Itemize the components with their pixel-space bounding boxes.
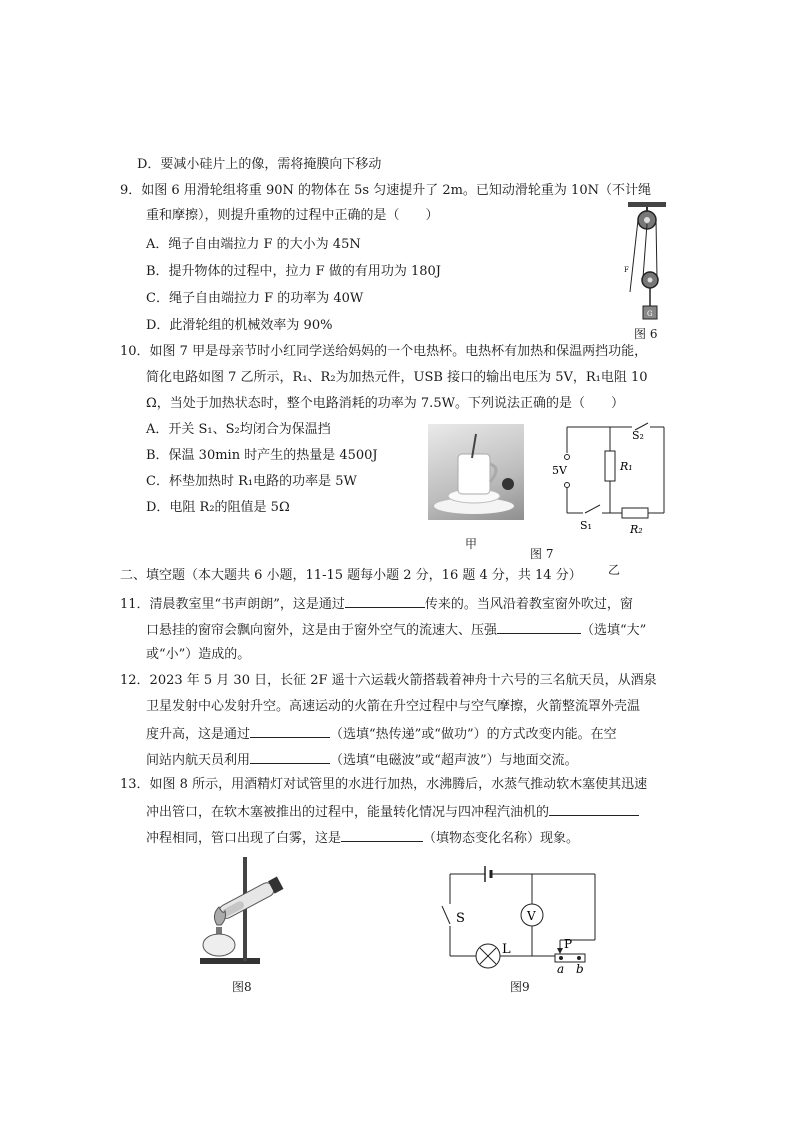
q13-line2	[146, 802, 639, 822]
fig9-label-v: V	[527, 909, 536, 923]
q11-line2	[146, 620, 646, 640]
q12-blank-2[interactable]	[250, 750, 330, 764]
q11-line2-text-a: 口悬挂的窗帘会飘向窗外，这是由于窗外空气的流速大、压强	[146, 623, 498, 638]
q12-line4	[146, 750, 578, 770]
q12-line2: 卫星发射中心发射升空。高速运动的火箭在升空过程中与空气摩擦，火箭整流罩外壳温	[146, 699, 641, 714]
fig7-label-5v: 5V	[552, 464, 567, 477]
fig7-label-yi: 乙	[608, 563, 621, 577]
fig7-label-r2: R₂	[630, 523, 643, 536]
fig7-caption: 图 7	[530, 547, 554, 561]
q9-stem-line2: 重和摩擦），则提升重物的过程中正确的是（ ）	[146, 208, 439, 223]
q10-option-d: D．电阻 R₂的阻值是 5Ω	[146, 500, 290, 515]
q9-option-a: A．绳子自由端拉力 F 的大小为 45N	[146, 237, 361, 252]
q13-blank-1[interactable]	[549, 802, 639, 816]
fig9-label-p: P	[564, 937, 573, 951]
q10-stem-line1: 10．如图 7 甲是母亲节时小红同学送给妈妈的一个电热杯。电热杯有加热和保温两挡功能，	[120, 344, 648, 359]
fig9-caption: 图9	[510, 980, 530, 994]
q12-blank-1[interactable]	[250, 724, 330, 738]
q13-line3	[146, 828, 579, 848]
q11-line2-text-b: （选填“大”	[581, 623, 647, 638]
q9-option-b: B．提升物体的过程中，拉力 F 做的有用功为 180J	[146, 264, 441, 279]
q12-line3-text-a: 度升高，这是通过	[146, 727, 251, 742]
q10-stem-line2: 简化电路如图 7 乙所示，R₁、R₂为加热元件，USB 接口的输出电压为 5V，R₁电阻 10	[146, 370, 648, 385]
q12-line4-text-b: （选填“电磁波”或“超声波”）与地面交流。	[330, 753, 578, 768]
q13-blank-2[interactable]	[341, 828, 423, 842]
section2-heading: 二、填空题（本大题共 6 小题，11-15 题每小题 2 分，16 题 4 分，共 14 分）	[120, 568, 582, 583]
q11-line3: 或“小”）造成的。	[146, 647, 251, 662]
fig7-label-s2: S₂	[632, 429, 644, 442]
q9-option-c: C．绳子自由端拉力 F 的功率为 40W	[146, 291, 364, 306]
fig9-label-b: b	[576, 962, 584, 976]
q10-option-b: B．保温 30min 时产生的热量是 4500J	[146, 448, 378, 463]
q12-line3-text-b: （选填“热传递”或“做功”）的方式改变内能。在空	[330, 727, 617, 742]
q11-line1-text-b: 传来的。当风沿着教室窗外吹过，窗	[424, 597, 633, 612]
fig6-label-g: G	[647, 310, 653, 318]
fig6-caption: 图 6	[634, 327, 658, 341]
fig9-label-l: L	[502, 942, 511, 957]
q12-line4-text-a: 间站内航天员利用	[146, 753, 251, 768]
fig7-circuit-diagram	[540, 415, 675, 540]
q11-line1	[120, 594, 633, 614]
q10-option-c: C．杯垫加热时 R₁电路的功率是 5W	[146, 474, 357, 489]
q11-blank-2[interactable]	[497, 620, 581, 634]
q11-blank-1[interactable]	[345, 594, 425, 608]
fig7-label-jia: 甲	[465, 537, 478, 551]
q13-line2-text-a: 冲出管口，在软木塞被推出的过程中，能量转化情况与四冲程汽油机的	[146, 805, 550, 820]
fig9-label-s: S	[456, 911, 465, 926]
q13-line3-text-b: （填物态变化名称）现象。	[423, 831, 580, 846]
q9-stem-line1: 9．如图 6 用滑轮组将重 90N 的物体在 5s 匀速提升了 2m。已知动滑轮重为 10N（不计绳	[120, 183, 651, 198]
q9-option-d: D．此滑轮组的机械效率为 90%	[146, 318, 333, 333]
fig6-label-f: F	[624, 266, 629, 274]
fig7-cup-photo	[428, 424, 524, 520]
q13-line3-text-a: 冲程相同，管口出现了白雾，这是	[146, 831, 342, 846]
fig7-label-r1: R₁	[620, 460, 633, 473]
fig9-circuit-diagram	[430, 860, 610, 975]
q11-line1-text-a: 11．清晨教室里“书声朗朗”，这是通过	[120, 597, 345, 612]
q12-line3	[146, 724, 617, 744]
q10-option-a: A．开关 S₁、S₂均闭合为保温挡	[146, 422, 331, 437]
fig8-caption: 图8	[232, 980, 252, 994]
fig9-label-a: a	[557, 962, 565, 976]
fig8-apparatus-diagram	[195, 855, 295, 970]
q12-line1: 12．2023 年 5 月 30 日，长征 2F 遥十六运载火箭搭载着神舟十六号的三名航天员，从酒泉	[120, 673, 657, 688]
q10-stem-line3: Ω，当处于加热状态时，整个电路消耗的功率为 7.5W。下列说法正确的是（ ）	[146, 396, 624, 411]
q8-option-d: D．要减小硅片上的像，需将掩膜向下移动	[137, 157, 382, 172]
q13-line1: 13．如图 8 所示，用酒精灯对试管里的水进行加热，水沸腾后，水蒸气推动软木塞使其迅速	[120, 777, 648, 792]
fig6-pulley-diagram	[620, 200, 670, 325]
fig7-label-s1: S₁	[580, 519, 592, 532]
